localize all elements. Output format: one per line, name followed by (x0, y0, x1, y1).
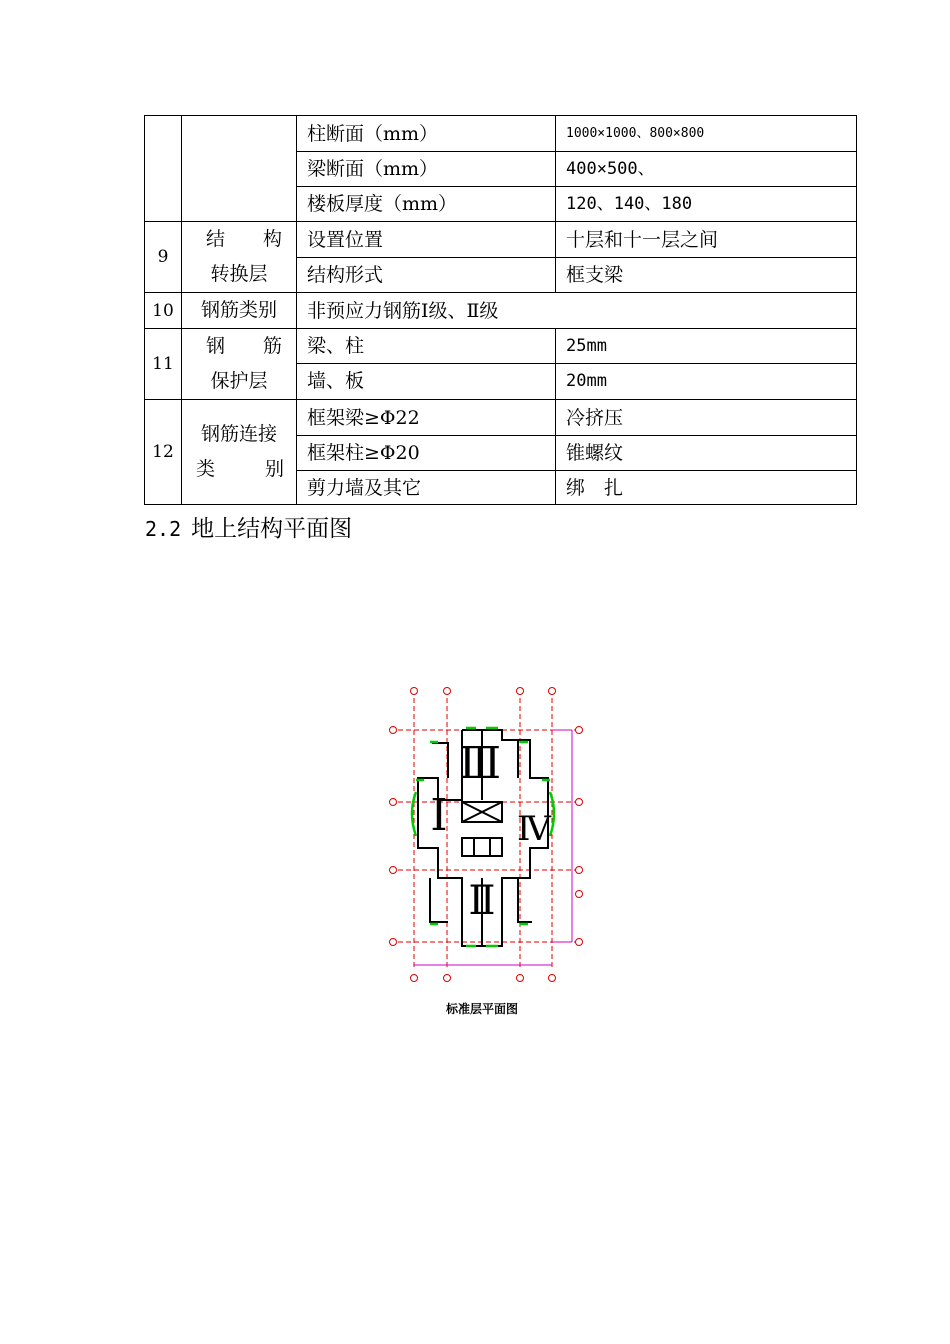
category-cell (182, 329, 297, 400)
floor-plan-drawing (380, 680, 610, 990)
item-cell: 梁断面（mm） (297, 152, 556, 187)
table-row (145, 293, 857, 329)
row-number-cell (145, 116, 182, 222)
value-cell: 25mm (556, 329, 857, 364)
zone-label: Ⅳ (517, 809, 551, 849)
category-char: 构 (262, 228, 282, 250)
item-cell: 结构形式 (297, 258, 556, 293)
table-row (145, 116, 857, 152)
section-heading (145, 510, 352, 543)
category-cell: 钢筋类别 (182, 293, 297, 329)
value-cell: 十层和十一层之间 (556, 222, 857, 258)
item-cell: 柱断面（mm） (297, 116, 556, 152)
category-char: 筋 (262, 335, 282, 357)
category-line: 钢筋连接 (200, 423, 277, 445)
item-cell: 设置位置 (297, 222, 556, 258)
row-number-cell: 12 (145, 400, 182, 505)
structure-spec-table (144, 115, 857, 505)
category-line: 保护层 (210, 370, 268, 392)
zone-label: Ⅰ (430, 790, 448, 841)
row-number-cell: 10 (145, 293, 182, 329)
value-cell: 冷挤压 (556, 400, 857, 436)
category-char: 钢 (206, 335, 226, 357)
value-cell: 120、140、180 (556, 187, 857, 222)
table-row (145, 222, 857, 258)
item-cell: 框架梁≥Φ22 (297, 400, 556, 436)
value-cell: 400×500、 (556, 152, 857, 187)
section-number: 2.2 (145, 517, 182, 541)
item-cell: 墙、板 (297, 363, 556, 399)
row-number-cell: 11 (145, 329, 182, 400)
zone-label: Ⅱ (468, 878, 496, 924)
figure-caption: 标准层平面图 (446, 1002, 519, 1016)
section-title: 地上结构平面图 (191, 516, 353, 542)
category-char: 别 (264, 458, 284, 480)
category-char: 结 (206, 228, 226, 250)
zone-label: Ⅲ (458, 738, 502, 789)
value-cell: 非预应力钢筋Ⅰ级、Ⅱ级 (297, 293, 857, 329)
item-cell: 楼板厚度（mm） (297, 187, 556, 222)
row-number-cell: 9 (145, 222, 182, 293)
category-char: 类 (196, 458, 216, 480)
table-row (145, 329, 857, 364)
item-cell: 框架柱≥Φ20 (297, 436, 556, 471)
value-cell: 绑 扎 (556, 471, 857, 505)
value-cell: 锥螺纹 (556, 436, 857, 471)
item-cell: 梁、柱 (297, 329, 556, 364)
category-line: 转换层 (210, 263, 268, 285)
value-cell: 20mm (556, 363, 857, 399)
item-cell: 剪力墙及其它 (297, 471, 556, 505)
category-cell (182, 400, 297, 505)
value-cell: 1000×1000、800×800 (556, 116, 857, 152)
category-cell (182, 116, 297, 222)
table-row (145, 400, 857, 436)
value-cell: 框支梁 (556, 258, 857, 293)
category-cell (182, 222, 297, 293)
